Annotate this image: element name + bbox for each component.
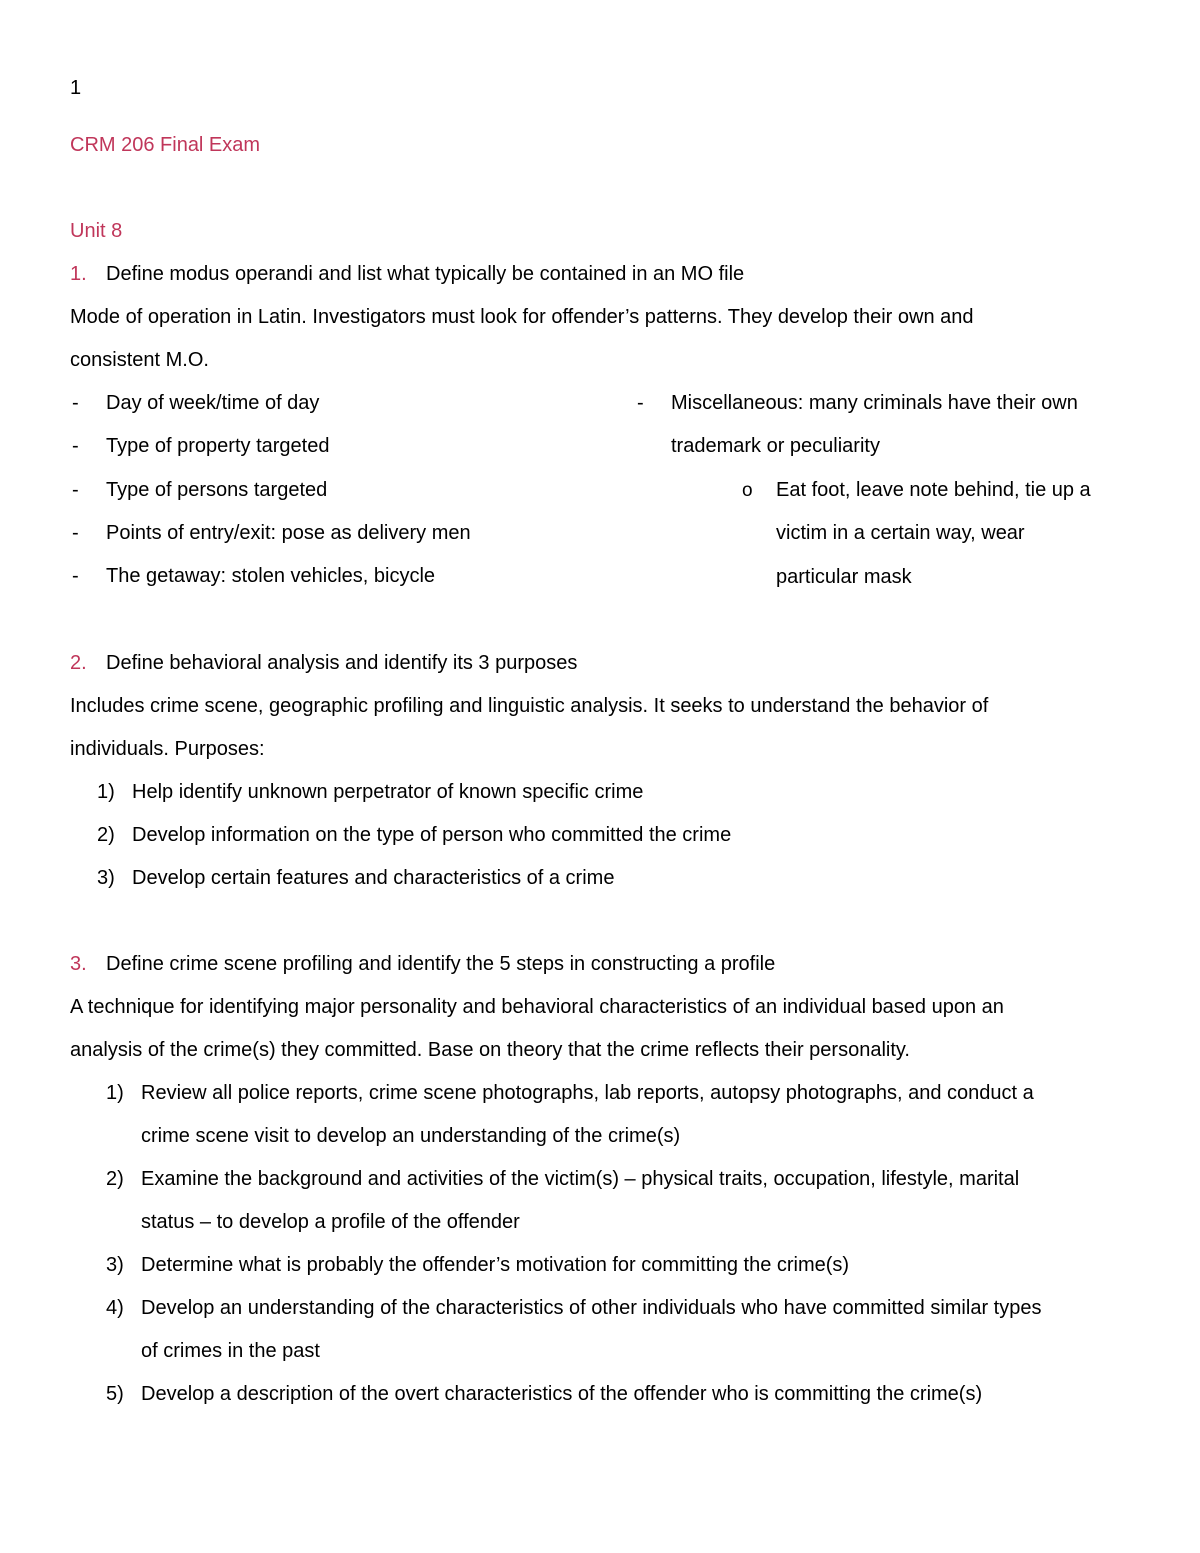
list-item-text-continued: trademark or peculiarity (671, 435, 880, 457)
list-item-number: 3) (97, 867, 115, 889)
list-item-text: Day of week/time of day (106, 392, 320, 414)
list-item-number: 2) (97, 824, 115, 846)
sub-item-text: Eat foot, leave note behind, tie up a (776, 479, 1091, 501)
list-item-number: 2) (106, 1168, 124, 1190)
document-title: CRM 206 Final Exam (70, 134, 261, 156)
list-item-number: 4) (106, 1297, 124, 1319)
list-item-text-continued: crime scene visit to develop an understanding of the crime(s) (141, 1125, 681, 1147)
list-item-text: The getaway: stolen vehicles, bicycle (106, 565, 436, 587)
list-item-text: Miscellaneous: many criminals have their own (671, 392, 1078, 414)
question-1-text: Define modus operandi and list what typically be contained in an MO file (106, 263, 745, 285)
list-item-text: Develop an understanding of the characteristics of other individuals who have committed similar types (141, 1297, 1042, 1319)
list-item-number: 3) (106, 1254, 124, 1276)
list-item-text-continued: status – to develop a profile of the offender (141, 1211, 520, 1233)
answer-1-line-2: consistent M.O. (70, 349, 209, 371)
list-item-text-continued: of crimes in the past (141, 1340, 320, 1362)
list-item-text: Help identify unknown perpetrator of known specific crime (132, 781, 644, 803)
bullet-dash: - (72, 565, 79, 587)
answer-3-line-1: A technique for identifying major personality and behavioral characteristics of an individual based upon an (70, 996, 1004, 1018)
sub-item-text-continued: particular mask (776, 566, 912, 588)
question-3-text: Define crime scene profiling and identify the 5 steps in constructing a profile (106, 953, 776, 975)
list-item-text: Develop information on the type of person who committed the crime (132, 824, 732, 846)
page-number: 1 (70, 77, 82, 99)
question-3-number: 3. (70, 953, 87, 975)
list-item-text: Determine what is probably the offender’s motivation for committing the crime(s) (141, 1254, 850, 1276)
answer-2-line-2: individuals. Purposes: (70, 738, 265, 760)
answer-3-line-2: analysis of the crime(s) they committed. Base on theory that the crime reflects their personality. (70, 1039, 910, 1061)
list-item-text: Review all police reports, crime scene photographs, lab reports, autopsy photographs, and conduct a (141, 1082, 1034, 1104)
question-1-number: 1. (70, 263, 87, 285)
list-item-text: Type of persons targeted (106, 479, 328, 501)
bullet-dash: - (637, 392, 644, 414)
bullet-dash: - (72, 522, 79, 544)
list-item-text: Develop certain features and characteristics of a crime (132, 867, 615, 889)
sub-bullet-circle: o (742, 480, 753, 501)
list-item-number: 5) (106, 1383, 124, 1405)
list-item-text: Points of entry/exit: pose as delivery men (106, 522, 471, 544)
answer-2-line-1: Includes crime scene, geographic profiling and linguistic analysis. It seeks to understand the behavior of (70, 695, 989, 717)
list-item-text: Type of property targeted (106, 435, 330, 457)
question-2-text: Define behavioral analysis and identify its 3 purposes (106, 652, 578, 674)
bullet-dash: - (72, 479, 79, 501)
sub-item-text-continued: victim in a certain way, wear (776, 522, 1025, 544)
question-2-number: 2. (70, 652, 87, 674)
bullet-dash: - (72, 392, 79, 414)
list-item-number: 1) (106, 1082, 124, 1104)
unit-heading: Unit 8 (70, 220, 123, 242)
list-item-text: Develop a description of the overt characteristics of the offender who is committing the crime(s) (141, 1383, 983, 1405)
answer-1-line-1: Mode of operation in Latin. Investigators must look for offender’s patterns. They develop their own and (70, 306, 974, 328)
bullet-dash: - (72, 435, 79, 457)
list-item-text: Examine the background and activities of the victim(s) – physical traits, occupation, lifestyle, marital (141, 1168, 1020, 1190)
list-item-number: 1) (97, 781, 115, 803)
